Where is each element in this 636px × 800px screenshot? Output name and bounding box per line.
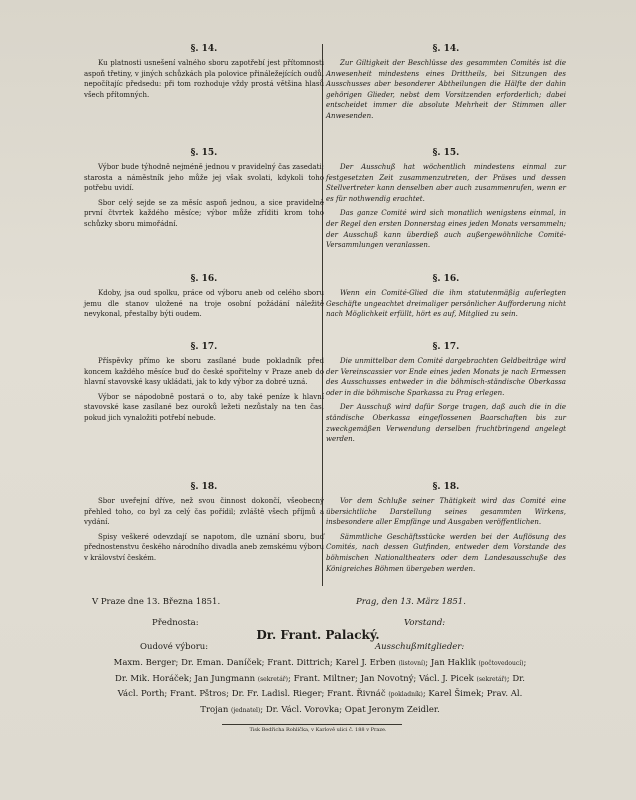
names-text: Dr. Mik. Horáček; Jan Jungmann <box>115 673 258 684</box>
section-17-cz <box>84 342 324 428</box>
section-16-cz <box>84 274 324 324</box>
members-label-czech: Oudové výboru: <box>140 642 209 652</box>
printer-imprint: Tisk Bedřicha Rohlíčka, v Karlově ulici č. 188 v Praze. <box>249 727 387 733</box>
committee-members-list <box>30 656 610 718</box>
names-text: ; Frant. Miltner; Jan Novotný; Václ. J. Picek <box>288 673 477 684</box>
statute-columns <box>74 44 574 584</box>
section-heading: §. 17. <box>190 342 218 352</box>
names-text: ; Dr. <box>506 673 525 684</box>
footer-rule <box>222 724 402 725</box>
section-heading: §. 18. <box>190 482 218 492</box>
paragraph: Příspěvky přímo ke sboru zasílané bude pokladník před koncem každého měsíce buď do české spořitelny v Praze aneb do hlavní stavovské kasy ukládati, jak to kdy výbor za dobré uzná. <box>84 357 324 387</box>
paragraph: Ku platnosti usnešení valného sboru zapotřebí jest přítomnosti aspoň třetiny, v jiných schůzkách pla polovice přináležejících oudů, nepočítajíc předsedu: při tom rozhoduje vždy prostá většina hlasů všech přítomných. <box>84 59 324 99</box>
section-14-de <box>326 44 566 126</box>
section-15-cz <box>84 148 324 234</box>
role-note: (sekretář) <box>257 675 288 683</box>
section-14-cz <box>84 44 324 104</box>
section-heading: §. 16. <box>190 274 218 284</box>
paragraph: Der Ausschuß wird dafür Sorge tragen, daß auch die in die ständische Oberkassa eingeflossenen Baarschaften bis zur zweckgemäßen Verwendung derselben fruchtbringend angelegt werden. <box>326 403 566 444</box>
names-text: ; <box>523 658 527 668</box>
chairman-name: Dr. Frant. Palacký. <box>256 628 380 642</box>
section-18-de <box>326 482 566 578</box>
members-line <box>30 672 610 688</box>
role-note: (počtovedoucí) <box>478 660 524 667</box>
chairman-label-czech: Přednosta: <box>152 618 199 628</box>
paragraph: Spisy veškeré odevzdají se napotom, dle uznání sboru, buď přednostenstvu českého národního divadla aneb zemskému výboru v království českém. <box>84 532 324 562</box>
section-heading: §. 18. <box>432 482 460 492</box>
names-text: ; Jan Haklik <box>425 658 479 668</box>
names-text: ; Karel Šimek; Prav. Al. <box>422 689 523 699</box>
section-heading: §. 15. <box>432 148 460 158</box>
paragraph: Sbor uveřejní dříve, než svou činnost dokončí, všeobecný přehled toho, co byl za celý čas pořídil; zvláště všech příjmů a vydání. <box>84 497 324 527</box>
section-15-de <box>326 148 566 255</box>
members-line <box>30 703 610 719</box>
paragraph: Kdoby, jsa oud spolku, práce od výboru aneb od celého sboru jemu dle stanov uložené na troje osobní požádání náležitě nevykonal, přestalby býti oudem. <box>84 289 324 319</box>
members-line <box>30 656 610 672</box>
paragraph: Sämmtliche Geschäftsstücke werden bei der Auflösung des Comités, nach dessen Gutfinden, entweder dem Vorstande des böhmischen Nationaltheaters oder dem Landesausschuße des Königreiches Böhmen übergeben werden. <box>326 532 566 573</box>
section-18-cz <box>84 482 324 568</box>
paragraph: Výbor se nápodobně postará o to, aby také peníze k hlavní stavovské kase zasílané bez ouroků ležeti nezůstaly na ten čas, pokud jich vynaložiti potřebí nebude. <box>84 392 324 422</box>
paragraph: Sbor celý sejde se za měsíc aspoň jednou, a sice pravidelně první čtvrtek každého měsíce; výbor může zříditi krom toho schůzky sboru mimořádní. <box>84 198 324 228</box>
date-czech: V Praze dne 13. Března 1851. <box>92 597 221 607</box>
role-note: (jednatel) <box>231 706 261 714</box>
paragraph: Das ganze Comité wird sich monatlich wenigstens einmal, in der Regel den ersten Donnerstag eines jeden Monats versammeln; der Ausschuß kann überdieß auch außergewöhnliche Comité-Versammlungen veranlassen. <box>326 209 566 250</box>
section-17-de <box>326 342 566 449</box>
paragraph: Wenn ein Comité-Glied die ihm statutenmäßig auferlegten Geschäfte ungeachtet dreimaliger persönlicher Aufforderung nicht nach Möglichkeit erfüllt, hört es auf, Mitglied zu sein. <box>326 289 566 319</box>
paragraph: Zur Giltigkeit der Beschlüsse des gesammten Comités ist die Anwesenheit mindestens eines Drittheils, bei Sitzungen des Ausschusses aber besonderer Abtheilungen die Hälfte der dahin gehörigen Glieder, nebst dem Vorsitzenden erforderlich; dabei entscheidet immer die absolute Mehrheit der Stimmen aller Anwesenden. <box>326 59 566 120</box>
role-note: (listovní) <box>398 660 426 667</box>
names-text: Václ. Porth; Frant. Pštros; Dr. Fr. Ladisl. Rieger; Frant. Řivnáč <box>117 689 389 699</box>
chairman-label-german: Vorstand: <box>404 618 446 628</box>
section-heading: §. 15. <box>190 148 218 158</box>
role-note: (pokladník) <box>388 691 423 698</box>
paragraph: Der Ausschuß hat wöchentlich mindestens einmal zur festgesetzten Zeit zusammenzutreten, der Präses und dessen Stellvertreter kann denselben aber auch zusammenrufen, wenn er es für nothwendig erachtet. <box>326 163 566 203</box>
names-text: Maxm. Berger; Dr. Eman. Daníček; Frant. Dittrich; Karel J. Erben <box>113 658 399 668</box>
section-heading: §. 16. <box>432 274 460 284</box>
section-heading: §. 14. <box>190 44 218 54</box>
paragraph: Výbor bude týhodně nejméně jednou v pravidelný čas zasedati; starosta a náměstník jeho může jej však svolati, kdykoli toho potřebu uvidí. <box>84 163 324 193</box>
names-text: ; Dr. Václ. Vorovka; Opat Jeronym Zeidler. <box>260 704 440 715</box>
section-heading: §. 14. <box>432 44 460 54</box>
members-line <box>30 687 610 703</box>
names-text: Trojan <box>200 704 232 715</box>
date-german: Prag, den 13. März 1851. <box>356 597 466 607</box>
section-16-de <box>326 274 566 324</box>
members-label-german: Ausschußmitglieder: <box>375 642 465 652</box>
section-heading: §. 17. <box>432 342 460 352</box>
paragraph: Die unmittelbar dem Comité dargebrachten Geldbeiträge wird der Vereinscassier vor Ende eines jeden Monats je nach Ermessen des Ausschusses entweder in die böhmisch-ständische Oberkassa oder in die böhmische Sparkassa zu Prag erlegen. <box>326 357 566 397</box>
role-note: (sekretář) <box>476 675 507 683</box>
paragraph: Vor dem Schluße seiner Thätigkeit wird das Comité eine übersichtliche Darstellung seines gesammten Wirkens, insbesondere aller Empfänge und Ausgaben veröffentlichen. <box>326 497 566 527</box>
